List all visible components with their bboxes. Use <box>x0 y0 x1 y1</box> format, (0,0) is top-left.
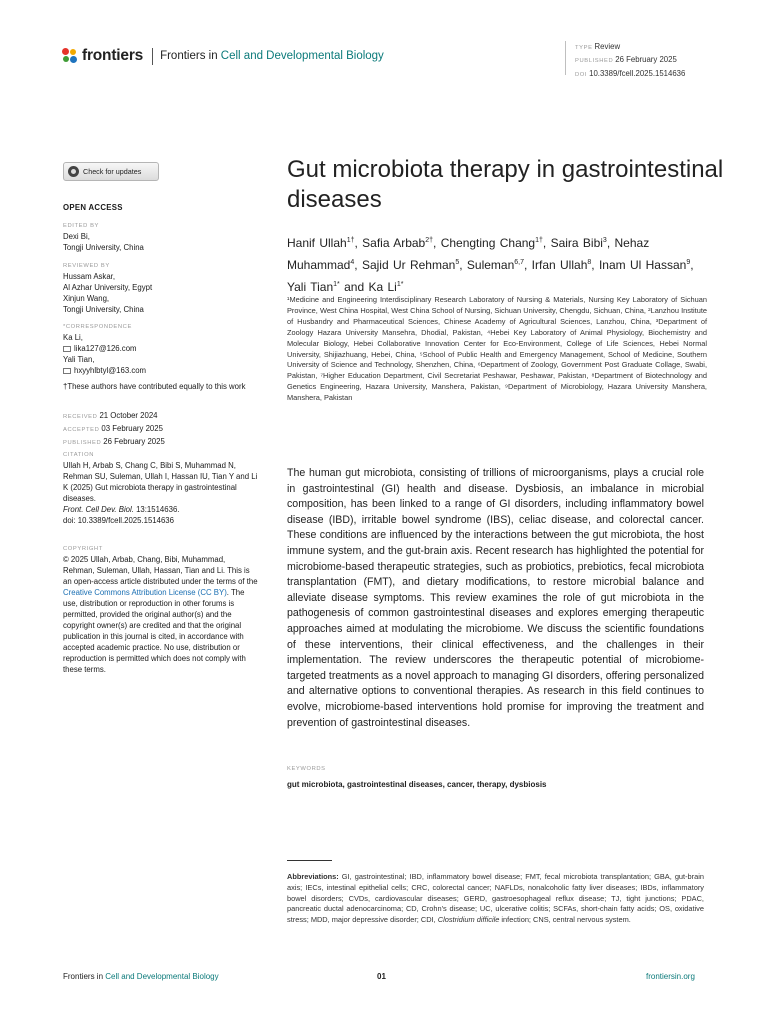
author-name[interactable]: Hanif Ullah <box>287 236 347 250</box>
author-affil-sup: 1* <box>333 281 340 288</box>
author-name[interactable]: Yali Tian <box>287 280 334 294</box>
author-affil-sup: 3 <box>602 237 607 244</box>
author-name[interactable]: Ka Li <box>368 280 397 294</box>
author-affil-sup: 9 <box>686 259 691 266</box>
abstract: The human gut microbiota, consisting of trillions of microorganisms, plays a crucial role in gastrointestinal (GI) health and disease. Dysbiosis, an imbalance in microbial composition, has been linked to a range of GI disorders, including inflammatory bowel disease (IBD), irritable bowel syndrome (IBS), celiac disease, and colorectal cancer. These conditions are influenced by the interactions between the gut microbiota, the host immune system, and the gut-brain axis. Recent research has highlighted the potential for microbiome-based therapeutic strategies, such as probiotics, prebiotics, fecal microbiota transplantation (FMT), and dietary modifications, to restore microbial balance and alleviate disease symptoms. This review examines the role of gut microbiota in the pathogenesis of common gastrointestinal diseases and explores emerging therapeutic approaches aimed at modulating the microbiome. We discuss the scientific foundations of these interventions, their clinical effectiveness, and the challenges in their implementation. The review underscores the therapeutic potential of microbiome-targeted treatments as a novel approach to managing GI disorders, offering personalized and alternative options to conventional therapies. As research in this field continues to evolve, microbiome-based interventions hold promise for improving the treatment and prevention of gastrointestinal diseases. <box>287 467 704 729</box>
author-affil-sup: 5 <box>455 259 460 266</box>
abbreviations: Abbreviations: GI, gastrointestinal; IBD, inflammatory bowel disease; FMT, fecal microbiota transplantation; GBA, gut-brain axis; IECs, intestinal epithelial cells; CRC, colorectal cancer; NAFLDs, nonalcoholic fatty liver diseases; IBDs, inflammatory bowel disorders; CVDs, cardiovascular diseases; GERD, gastroesophageal reflux disease; TJ, tight junctions; PDAC, pancreatic ductal adenocarcinoma; CD, Crohn's disease; UC, ulcerative colitis; SCFAs, short-chain fatty acids; OS, oxidative stress; MDD, major depressive disorder; CDI, Clostridium difficile infection; CNS, central nervous system. <box>287 872 704 925</box>
footer-journal: Frontiers in Cell and Developmental Biology <box>63 972 219 981</box>
author-affil-sup: 1† <box>346 237 355 244</box>
author-name[interactable]: Inam Ul Hassan <box>598 258 687 272</box>
article-title: Gut microbiota therapy in gastrointestinal diseases <box>287 156 724 213</box>
frontiers-logo-icon <box>62 48 78 64</box>
author-name[interactable]: Nehaz Muhammad <box>287 236 650 272</box>
author-name[interactable]: Chengting Chang <box>440 236 536 250</box>
copyright-block: COPYRIGHT © 2025 Ullah, Arbab, Chang, Bibi, Muhammad, Rehman, Suleman, Ullah, Hassan, Tian and Li. This is an open-access article distributed under the terms of the Creative Commons Attribution License (CC BY). The use, distribution or reproduction in other forums is permitted, provided the original author(s) and the copyright owner(s) are credited and that the original publication in this journal is cited, in accordance with accepted academic practice. No use, distribution or reproduction is permitted which does not comply with these terms. <box>63 546 258 674</box>
brand-name: frontiers <box>82 47 144 64</box>
affiliations: ¹Medicine and Engineering Interdisciplinary Research Laboratory of Nursing & Materials, Nursing Key Laboratory of Sichuan Province, West China Hospital, West China School of Nursing, Sichuan University, Chengdu, Sichuan, China, ²Lanzhou Institute of Husbandry and Pharmaceutical Sciences, Chinese Academy of Agricultural Sciences, Lanzhou, China, ³Department of Zoology Hazara University Mansehra, Dhodial, Pakistan, ⁴Hebei Key Laboratory of Animal Physiology, Biochemistry and Molecular Biology, Hebei Collaborative Innovation Center for Eco-Environment, College of Life Sciences, Hebei Normal University, Shijiazhuang, Hebei, China, ⁵School of Public Health and Emergency Management, School of Medicine, Southern University of Science and Technology, Shenzhen, China, ⁶Department of Zoology, Government Post Graduate Collage, Swabi, Pakistan, ⁷Higher Education Department, Civil Secretariat Peshawar, Peshawar, Pakistan, ⁸Department of Biotechnology and Genetics Engineering, Hazara University, Manshera, Pakistan, ⁹Department of Microbiology, Hazara University Manshera, Manshera, Pakistan <box>287 295 707 403</box>
email-link[interactable]: lika127@126.com <box>74 344 137 353</box>
email-icon <box>63 346 71 352</box>
citation-block: CITATION Ullah H, Arbab S, Chang C, Bibi S, Muhammad N, Rehman SU, Suleman, Ullah I, Hassan IU, Tian Y and Li K (2025) Gut microbiota therapy in gastrointestinal diseases. Front. Cell Dev. Biol. 13:1514636. doi: 10.3389/fcell.2025.1514636 <box>63 452 258 525</box>
author-name[interactable]: Safia Arbab <box>362 236 426 250</box>
refresh-icon <box>68 166 79 177</box>
check-for-updates-button[interactable]: Check for updates <box>63 162 159 181</box>
frontiers-logo[interactable] <box>62 47 384 65</box>
journal-name-header: Frontiers in Cell and Developmental Biology <box>160 50 384 62</box>
author-name[interactable]: Suleman <box>466 258 515 272</box>
author-affil-sup: 1† <box>535 237 543 244</box>
license-link[interactable]: Creative Commons Attribution License (CC BY) <box>63 588 227 597</box>
author-affil-sup: 2† <box>425 237 434 244</box>
site-link[interactable]: frontiersin.org <box>646 972 695 981</box>
author-name[interactable]: Irfan Ullah <box>531 258 588 272</box>
author-name[interactable]: Sajid Ur Rehman <box>361 258 456 272</box>
doi-link[interactable]: 10.3389/fcell.2025.1514636 <box>589 68 686 78</box>
citation-doi[interactable]: doi: 10.3389/fcell.2025.1514636 <box>63 516 174 525</box>
footnote-rule <box>287 860 332 861</box>
dates-block: RECEIVED 21 October 2024 ACCEPTED 03 February 2025 PUBLISHED 26 February 2025 <box>63 411 165 446</box>
keywords-label: KEYWORDS <box>287 766 326 772</box>
author-affil-sup: 4 <box>350 259 355 266</box>
author-affil-sup: 1* <box>396 281 404 288</box>
article-meta: TYPE Review PUBLISHED 26 February 2025 DOI 10.3389/fcell.2025.1514636 <box>575 42 686 78</box>
meta-divider <box>565 41 566 75</box>
author-list: Hanif Ullah$^{1\dagger}$, Safia Arbab$^{2\dagger}$, Chengting Chang$^{1\dagger}$, Saira Bibi$^3$, Nehaz Muhammad$^4$, Sajid Ur Rehman$^5$, Suleman$^{6,7}$, Irfan Ullah$^8$, Inam Ul Hassan$^9$, Yali Tian$^{1*}$ and Ka $Li^{1*}$ <box>287 236 694 294</box>
page-number: 01 <box>377 972 386 981</box>
open-access-label: OPEN ACCESS <box>63 203 123 212</box>
author-affil-sup: 6,7 <box>514 259 524 266</box>
editor-block: EDITED BY Dexi Bi, Tongji University, China <box>63 223 144 252</box>
email-icon <box>63 368 71 374</box>
logo-divider <box>152 48 153 65</box>
email-link[interactable]: hxyyhlbtyl@163.com <box>74 366 147 375</box>
keywords: gut microbiota, gastrointestinal diseases, cancer, therapy, dysbiosis <box>287 780 547 789</box>
author-affil-sup: 8 <box>587 259 592 266</box>
reviewers-block: REVIEWED BY Hussam Askar, Al Azhar University, Egypt Xinjun Wang, Tongji University, China <box>63 263 153 314</box>
equal-contribution-note: †These authors have contributed equally to this work <box>63 382 246 391</box>
correspondence-block: *CORRESPONDENCE Ka Li, lika127@126.com Yali Tian, hxyyhlbtyl@163.com <box>63 324 147 375</box>
author-name[interactable]: Saira Bibi <box>550 236 603 250</box>
